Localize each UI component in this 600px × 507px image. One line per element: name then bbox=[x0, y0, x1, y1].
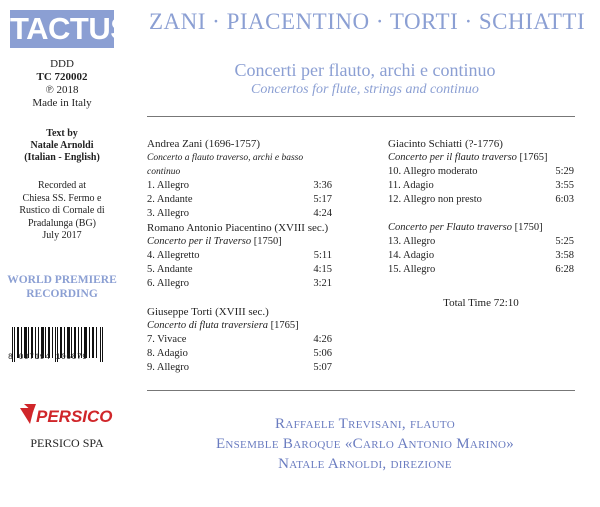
track-row bbox=[147, 277, 332, 291]
track-title: 6. Allegro bbox=[147, 278, 189, 289]
premiere-line-1: WORLD PREMIERE bbox=[7, 274, 117, 286]
track-row bbox=[147, 207, 332, 221]
piacentino-section bbox=[147, 221, 332, 291]
recorded-date: July 2017 bbox=[42, 230, 82, 241]
composer-zani: Andrea Zani (1696-1757) bbox=[147, 138, 261, 150]
track-title: 8. Adagio bbox=[147, 348, 188, 359]
release-info bbox=[0, 58, 124, 110]
made-in: Made in Italy bbox=[32, 97, 92, 109]
performer-conductor: Natale Arnoldi, direzione bbox=[278, 456, 452, 472]
track-title: 9. Allegro bbox=[147, 362, 189, 373]
text-by-label: Text by bbox=[46, 128, 78, 139]
text-by-author: Natale Arnoldi bbox=[30, 140, 94, 151]
svg-text:PERSICO: PERSICO bbox=[36, 407, 113, 426]
composer-torti: Giuseppe Torti (XVIII sec.) bbox=[147, 306, 269, 318]
recorded-line: Pradalunga (BG) bbox=[27, 217, 97, 229]
performer-soloist: Raffaele Trevisani, flauto bbox=[275, 416, 455, 432]
persico-logo bbox=[20, 404, 113, 428]
work-title-name: Concerto di fluta traversiera bbox=[147, 320, 269, 331]
track-time: 6:03 bbox=[555, 194, 574, 205]
work-year: [1765] bbox=[516, 152, 548, 163]
track-row bbox=[388, 165, 574, 179]
track-title: 10. Allegro moderato bbox=[388, 166, 478, 177]
track-time: 5:06 bbox=[313, 348, 332, 359]
tactus-logo: TACTUS bbox=[10, 11, 131, 46]
track-title: 5. Andante bbox=[147, 264, 193, 275]
work-year: [1750] bbox=[251, 236, 282, 247]
track-time: 4:24 bbox=[313, 208, 332, 219]
track-row bbox=[147, 347, 332, 361]
track-row bbox=[388, 235, 574, 249]
recording-location bbox=[0, 180, 124, 243]
work-year: [1765] bbox=[268, 320, 299, 331]
recorded-line: Rustico di Cornale di bbox=[19, 205, 105, 216]
track-title: 15. Allegro bbox=[388, 264, 436, 275]
track-time: 5:07 bbox=[313, 362, 332, 373]
track-title: 14. Adagio bbox=[388, 250, 435, 261]
track-title: 11. Adagio bbox=[388, 180, 434, 191]
recorded-line: Chiesa SS. Fermo e bbox=[22, 192, 102, 204]
barcode-digits: 8 007194 106879 bbox=[8, 353, 88, 362]
copyright-year: ℗ 2018 bbox=[45, 84, 79, 96]
track-time: 4:15 bbox=[313, 264, 332, 275]
persico-emblem-icon bbox=[20, 404, 116, 428]
work-title bbox=[388, 151, 574, 165]
track-row bbox=[388, 193, 574, 207]
torti-section bbox=[147, 305, 332, 375]
work-title bbox=[388, 221, 574, 235]
format-ddd: DDD bbox=[50, 58, 74, 70]
track-row bbox=[147, 249, 332, 263]
track-time: 3:58 bbox=[555, 250, 574, 261]
total-time: Total Time 72:10 bbox=[443, 297, 519, 309]
track-title: 2. Andante bbox=[147, 194, 193, 205]
performers bbox=[150, 414, 580, 474]
track-time: 4:26 bbox=[313, 334, 332, 345]
track-time: 6:28 bbox=[555, 264, 574, 275]
divider-bottom bbox=[147, 390, 575, 391]
album-title-italian: Concerti per flauto, archi e continuo bbox=[234, 60, 496, 80]
track-time: 3:36 bbox=[313, 180, 332, 191]
spacer bbox=[388, 207, 574, 221]
track-row bbox=[147, 263, 332, 277]
work-title-name: Concerto per il flauto traverso bbox=[388, 152, 517, 163]
work-year: [1750] bbox=[511, 222, 543, 233]
track-time: 5:11 bbox=[313, 250, 332, 261]
work-title bbox=[147, 235, 332, 249]
composer-piacentino: Romano Antonio Piacentino (XVIII sec.) bbox=[147, 222, 329, 234]
work-title: Concerto a flauto traverso, archi e basso continuo bbox=[147, 153, 304, 177]
distributor-name: PERSICO SPA bbox=[30, 436, 104, 450]
composers-heading: ZANI · PIACENTINO · TORTI · SCHIATTI bbox=[149, 9, 586, 34]
track-time: 5:29 bbox=[555, 166, 574, 177]
recorded-label: Recorded at bbox=[37, 180, 87, 191]
track-title: 12. Allegro non presto bbox=[388, 194, 482, 205]
track-title: 3. Allegro bbox=[147, 208, 189, 219]
track-title: 7. Vivace bbox=[147, 334, 187, 345]
work-title-name: Concerto per il Traverso bbox=[147, 236, 252, 247]
text-by bbox=[0, 128, 124, 164]
work-title bbox=[147, 319, 332, 333]
catalog-number: TC 720002 bbox=[36, 71, 88, 83]
track-row bbox=[147, 333, 332, 347]
track-title: 13. Allegro bbox=[388, 236, 436, 247]
divider-top bbox=[147, 116, 575, 117]
track-row bbox=[147, 179, 332, 193]
performer-ensemble: Ensemble Baroque «Carlo Antonio Marino» bbox=[215, 436, 515, 452]
work-title-name: Concerto per Flauto traverso bbox=[388, 222, 512, 233]
premiere-line-2: RECORDING bbox=[26, 288, 98, 300]
track-title: 4. Allegretto bbox=[147, 250, 200, 261]
track-time: 3:55 bbox=[555, 180, 574, 191]
composer-schiatti: Giacinto Schiatti (?-1776) bbox=[388, 138, 503, 150]
track-row bbox=[147, 193, 332, 207]
track-row bbox=[388, 179, 574, 193]
schiatti-section bbox=[388, 137, 574, 277]
track-time: 3:21 bbox=[313, 278, 332, 289]
zani-section bbox=[147, 137, 332, 221]
track-title: 1. Allegro bbox=[147, 180, 189, 191]
track-row bbox=[147, 361, 332, 375]
track-row bbox=[388, 263, 574, 277]
track-time: 5:17 bbox=[313, 194, 332, 205]
track-row bbox=[388, 249, 574, 263]
track-time: 5:25 bbox=[555, 236, 574, 247]
album-title-english: Concertos for flute, strings and continuo bbox=[251, 82, 479, 97]
text-by-languages: (Italian - English) bbox=[24, 152, 100, 163]
world-premiere-badge bbox=[0, 273, 124, 301]
